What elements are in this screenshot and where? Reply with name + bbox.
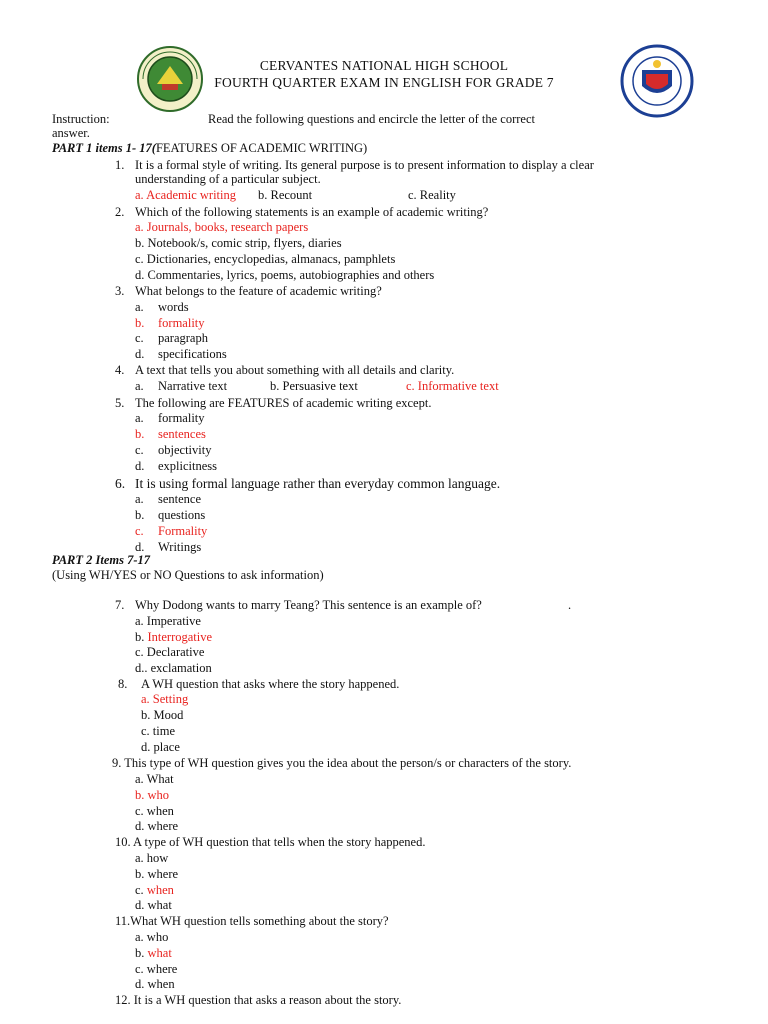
q10-option-c-letter: c.	[135, 883, 147, 897]
q2-number: 2.	[115, 205, 125, 219]
school-name: CERVANTES NATIONAL HIGH SCHOOL	[259, 58, 509, 73]
instruction-label: Instruction:	[52, 112, 110, 126]
q7-number: 7.	[115, 598, 125, 612]
q8-text: A WH question that asks where the story happened.	[141, 677, 400, 691]
q7-option-b-text: Interrogative	[147, 630, 213, 644]
q4-text: A text that tells you about something with all details and clarity.	[135, 363, 455, 377]
q9-option-b: b. who	[135, 788, 170, 802]
q6-option-c: Formality	[158, 524, 208, 538]
instruction-cont: answer.	[52, 126, 90, 140]
q1-text: It is a formal style of writing. Its general purpose is to present information to display a clear	[135, 158, 594, 172]
q6-option-a-letter: a.	[135, 492, 144, 506]
q3-option-a: words	[158, 300, 189, 314]
q6-number: 6.	[115, 476, 126, 491]
q7-option-c: c. Declarative	[135, 645, 205, 659]
q11-option-d: d. when	[135, 977, 175, 991]
q11-option-b-text: what	[147, 946, 172, 960]
q8-number: 8.	[118, 677, 128, 691]
q6-option-c-letter: c.	[135, 524, 144, 538]
q11-option-b	[135, 946, 172, 961]
q3-text: What belongs to the feature of academic writing?	[135, 284, 382, 298]
q7-option-a: a. Imperative	[135, 614, 201, 628]
q4-option-b: b. Persuasive text	[270, 379, 358, 393]
part2-title: PART 2 Items 7-17	[52, 553, 151, 567]
q1-text-cont: understanding of a particular subject.	[135, 172, 321, 186]
q3-option-d: specifications	[158, 347, 227, 361]
q3-option-d-letter: d.	[135, 347, 145, 361]
q7-option-d: d.. exclamation	[135, 661, 212, 675]
part1-heading	[52, 141, 367, 156]
q11-option-c: c. where	[135, 962, 178, 976]
q8-option-d: d. place	[141, 740, 180, 754]
q10-option-b: b. where	[135, 867, 179, 881]
q10-text: 10. A type of WH question that tells when the story happened.	[115, 835, 426, 849]
q6-text: It is using formal language rather than everyday common language.	[135, 476, 501, 491]
q5-text: The following are FEATURES of academic writing except.	[135, 396, 432, 410]
q7-option-b	[135, 630, 212, 645]
q12-text: 12. It is a WH question that asks a reason about the story.	[115, 993, 402, 1007]
q5-option-d-letter: d.	[135, 459, 145, 473]
q6-option-a: sentence	[158, 492, 202, 506]
q3-option-c: paragraph	[158, 331, 208, 345]
q6-option-d: Writings	[158, 540, 202, 554]
q4-option-c: c. Informative text	[406, 379, 499, 393]
q2-option-d: d. Commentaries, lyrics, poems, autobiographies and others	[135, 268, 435, 282]
q1-number: 1.	[115, 158, 125, 172]
q2-option-c: c. Dictionaries, encyclopedias, almanacs, pamphlets	[135, 252, 396, 266]
q10-option-d: d. what	[135, 898, 172, 912]
part1-subtitle: FEATURES OF ACADEMIC WRITING)	[155, 141, 368, 155]
q5-option-c: objectivity	[158, 443, 212, 457]
q2-text: Which of the following statements is an example of academic writing?	[135, 205, 489, 219]
q3-option-b-letter: b.	[135, 316, 145, 330]
q10-option-c	[135, 883, 174, 898]
q8-option-a: a. Setting	[141, 692, 189, 706]
q5-option-b-letter: b.	[135, 427, 145, 441]
q3-number: 3.	[115, 284, 125, 298]
q5-option-a-letter: a.	[135, 411, 144, 425]
q1-option-c: c. Reality	[408, 188, 456, 202]
q4-option-a-letter: a.	[135, 379, 144, 393]
q2-option-b: b. Notebook/s, comic strip, flyers, diaries	[135, 236, 342, 250]
q7-option-b-letter: b.	[135, 630, 148, 644]
q8-option-b: b. Mood	[141, 708, 184, 722]
q7-trailing-dot: .	[568, 598, 572, 612]
q4-option-a: Narrative text	[158, 379, 228, 393]
instruction-text: Read the following questions and encircle the letter of the correct	[208, 112, 535, 126]
q1-option-a: a. Academic writing	[135, 188, 237, 202]
q10-option-a: a. how	[135, 851, 169, 865]
q9-option-a: a. What	[135, 772, 174, 786]
q6-option-b-letter: b.	[135, 508, 145, 522]
q11-option-b-letter: b.	[135, 946, 148, 960]
q2-option-a: a. Journals, books, research papers	[135, 220, 309, 234]
q11-option-a: a. who	[135, 930, 169, 944]
q3-option-b: formality	[158, 316, 205, 330]
q10-option-c-text: when	[146, 883, 174, 897]
q1-option-b: b. Recount	[258, 188, 313, 202]
q7-text: Why Dodong wants to marry Teang? This sentence is an example of?	[135, 598, 482, 612]
part1-title: PART 1 items 1- 17(	[52, 141, 156, 155]
q5-option-c-letter: c.	[135, 443, 144, 457]
q5-option-a: formality	[158, 411, 205, 425]
q9-option-d: d. where	[135, 819, 179, 833]
q8-option-c: c. time	[141, 724, 176, 738]
q4-number: 4.	[115, 363, 125, 377]
q3-option-a-letter: a.	[135, 300, 144, 314]
q6-option-b: questions	[158, 508, 206, 522]
q9-text: 9. This type of WH question gives you the idea about the person/s or characters of the story.	[112, 756, 572, 770]
q11-text: 11.What WH question tells something about the story?	[115, 914, 389, 928]
q3-option-c-letter: c.	[135, 331, 144, 345]
exam-title: FOURTH QUARTER EXAM IN ENGLISH FOR GRADE 7	[214, 75, 554, 90]
q5-option-d: explicitness	[158, 459, 218, 473]
q6-option-d-letter: d.	[135, 540, 145, 554]
part2-subtitle: (Using WH/YES or NO Questions to ask information)	[52, 568, 324, 582]
q5-number: 5.	[115, 396, 125, 410]
q5-option-b: sentences	[158, 427, 206, 441]
q9-option-c: c. when	[135, 804, 174, 818]
